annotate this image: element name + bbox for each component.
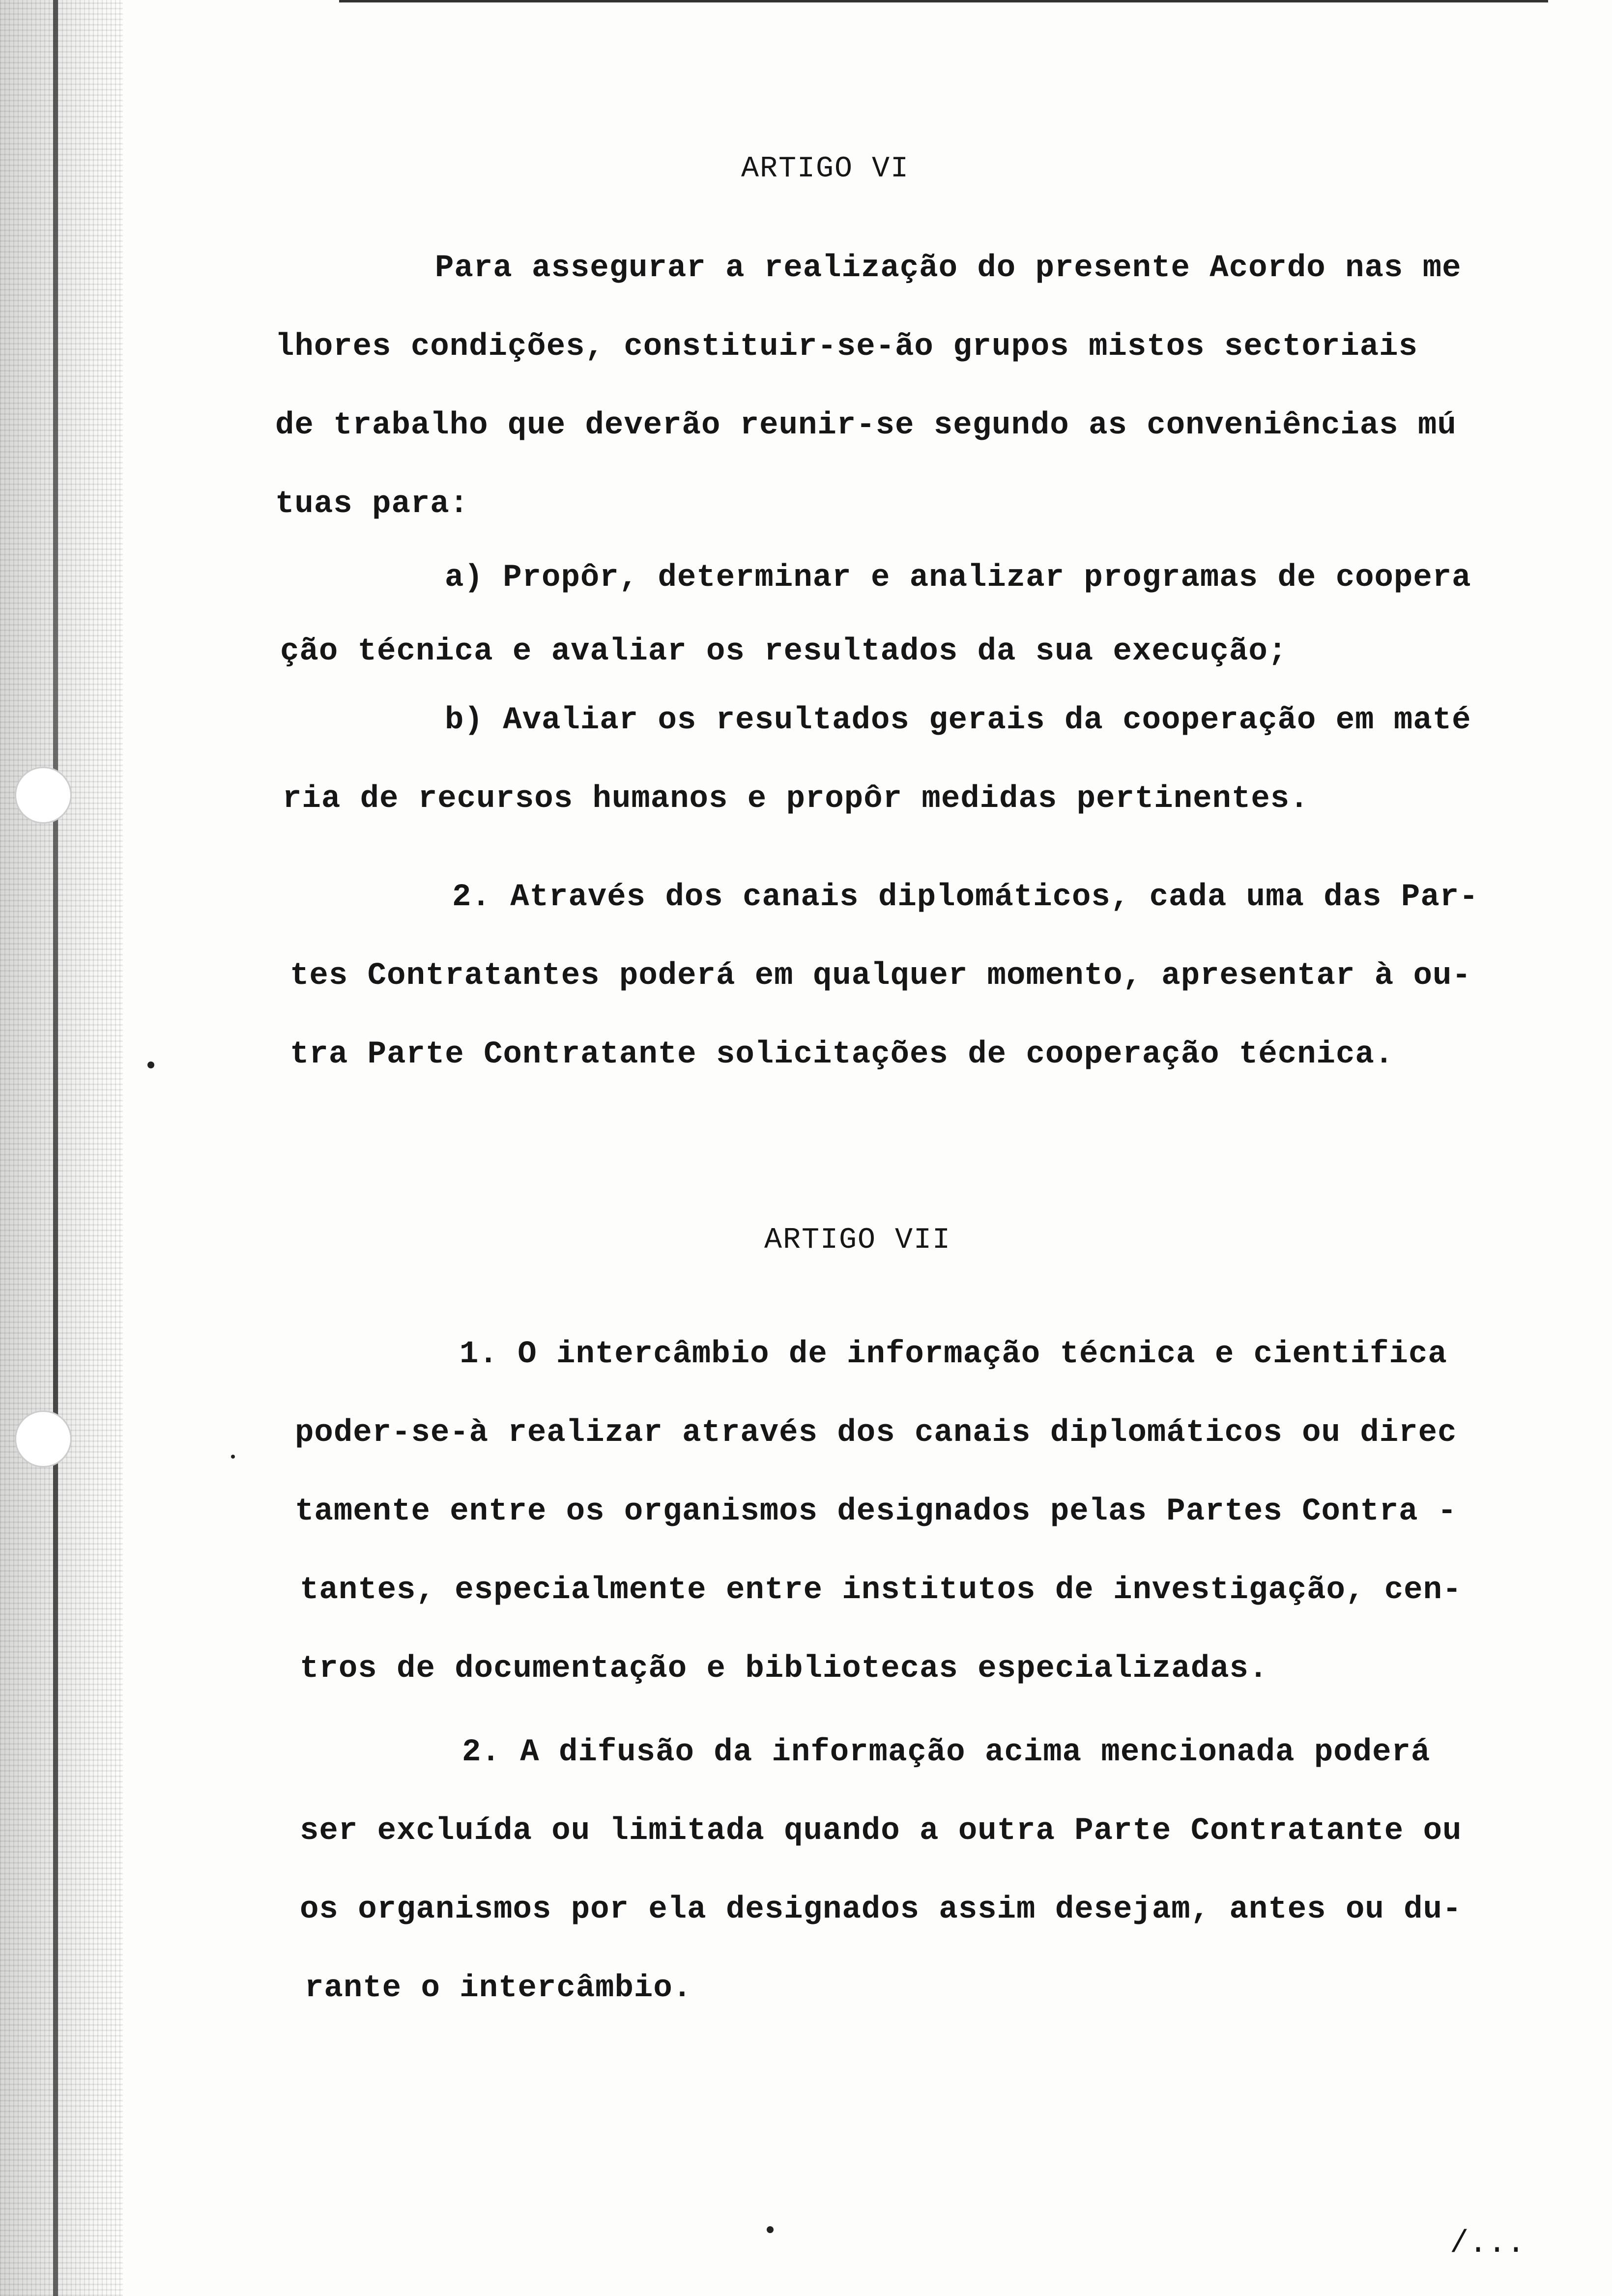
speck — [767, 2226, 774, 2233]
article-7-line: ser excluída ou limitada quando a outra Parte Contratante ou — [300, 1813, 1462, 1849]
article-7-line: 2. A difusão da informação acima mencionada poderá — [462, 1735, 1431, 1770]
article-7-line: 1. O intercâmbio de informação técnica e cientifica — [460, 1337, 1447, 1372]
top-rule — [339, 0, 1548, 2]
speck — [147, 1062, 154, 1068]
article-6-line: a) Propôr, determinar e analizar programas de coopera — [445, 560, 1471, 596]
article-6-line: tra Parte Contratante solicitações de cooperação técnica. — [290, 1037, 1394, 1072]
article-6-line: de trabalho que deverão reunir-se segundo as conveniências mú — [275, 408, 1457, 443]
article-7-line: tros de documentação e bibliotecas especializadas. — [300, 1651, 1268, 1687]
scan-edge-line — [53, 0, 58, 2296]
speck — [231, 1455, 235, 1459]
article-6-heading: ARTIGO VI — [741, 152, 910, 186]
article-6-line: ria de recursos humanos e propôr medidas pertinentes. — [283, 781, 1309, 817]
article-7-line: tantes, especialmente entre institutos de investigação, cen- — [300, 1573, 1462, 1608]
article-6-line: b) Avaliar os resultados gerais da cooperação em maté — [445, 703, 1471, 738]
article-6-line: 2. Através dos canais diplomáticos, cada uma das Par- — [452, 880, 1479, 915]
continuation-mark: /... — [1450, 2226, 1526, 2262]
article-7-heading: ARTIGO VII — [764, 1224, 951, 1257]
punch-hole — [15, 1410, 72, 1467]
scan-edge-artifact — [0, 0, 123, 2296]
article-7-line: tamente entre os organismos designados pelas Partes Contra - — [295, 1494, 1457, 1529]
article-6-line: lhores condições, constituir-se-ão grupos mistos sectoriais — [275, 329, 1418, 365]
article-7-line: rante o intercâmbio. — [305, 1971, 692, 2006]
article-6-line: tes Contratantes poderá em qualquer momento, apresentar à ou- — [290, 958, 1471, 994]
punch-hole — [15, 767, 72, 824]
article-6-line: ção técnica e avaliar os resultados da sua execução; — [280, 634, 1288, 669]
article-7-line: poder-se-à realizar através dos canais diplomáticos ou direc — [295, 1415, 1457, 1451]
article-7-line: os organismos por ela designados assim desejam, antes ou du- — [300, 1892, 1462, 1927]
article-6-line: Para assegurar a realização do presente Acordo nas me — [435, 251, 1462, 286]
article-6-line: tuas para: — [275, 487, 469, 522]
